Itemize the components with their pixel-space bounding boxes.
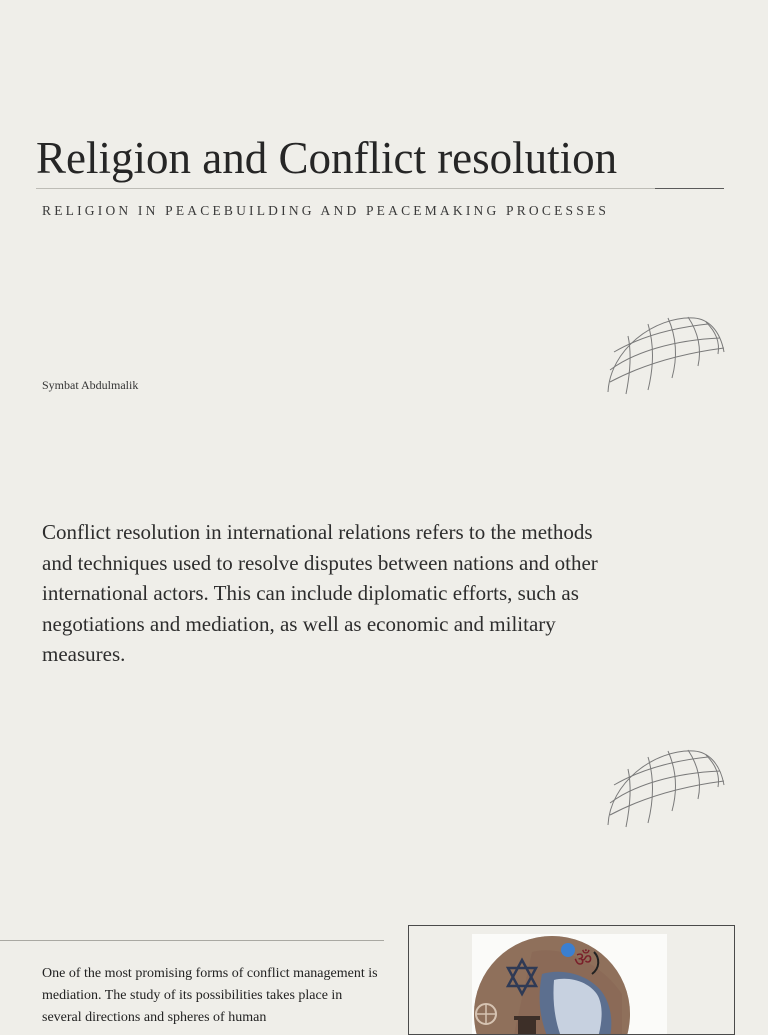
religious-symbols-illustration: [472, 934, 667, 1035]
intro-paragraph: Conflict resolution in international relations refers to the methods and techniques used to resolve disputes between nations and other international actors. This can include diplomatic efforts, such as negotiations and mediation, as well as economic and military measures.: [42, 520, 598, 666]
globe-wireframe-icon: [604, 312, 728, 401]
section-divider: [0, 940, 384, 941]
title-divider: [36, 188, 724, 189]
svg-text:ॐ: ॐ: [574, 947, 593, 971]
illustration-frame: [408, 925, 735, 1035]
page-title: Religion and Conflict resolution: [36, 133, 618, 183]
mediation-paragraph: One of the most promising forms of conflict management is mediation. The study of its possibilities takes place in several directions and spheres of human: [42, 966, 378, 1025]
author-name: Symbat Abdulmalik: [42, 378, 139, 392]
page-subtitle: RELIGION IN PEACEBUILDING AND PEACEMAKING PROCESSES: [42, 203, 610, 218]
globe-wireframe-icon: [604, 745, 728, 834]
